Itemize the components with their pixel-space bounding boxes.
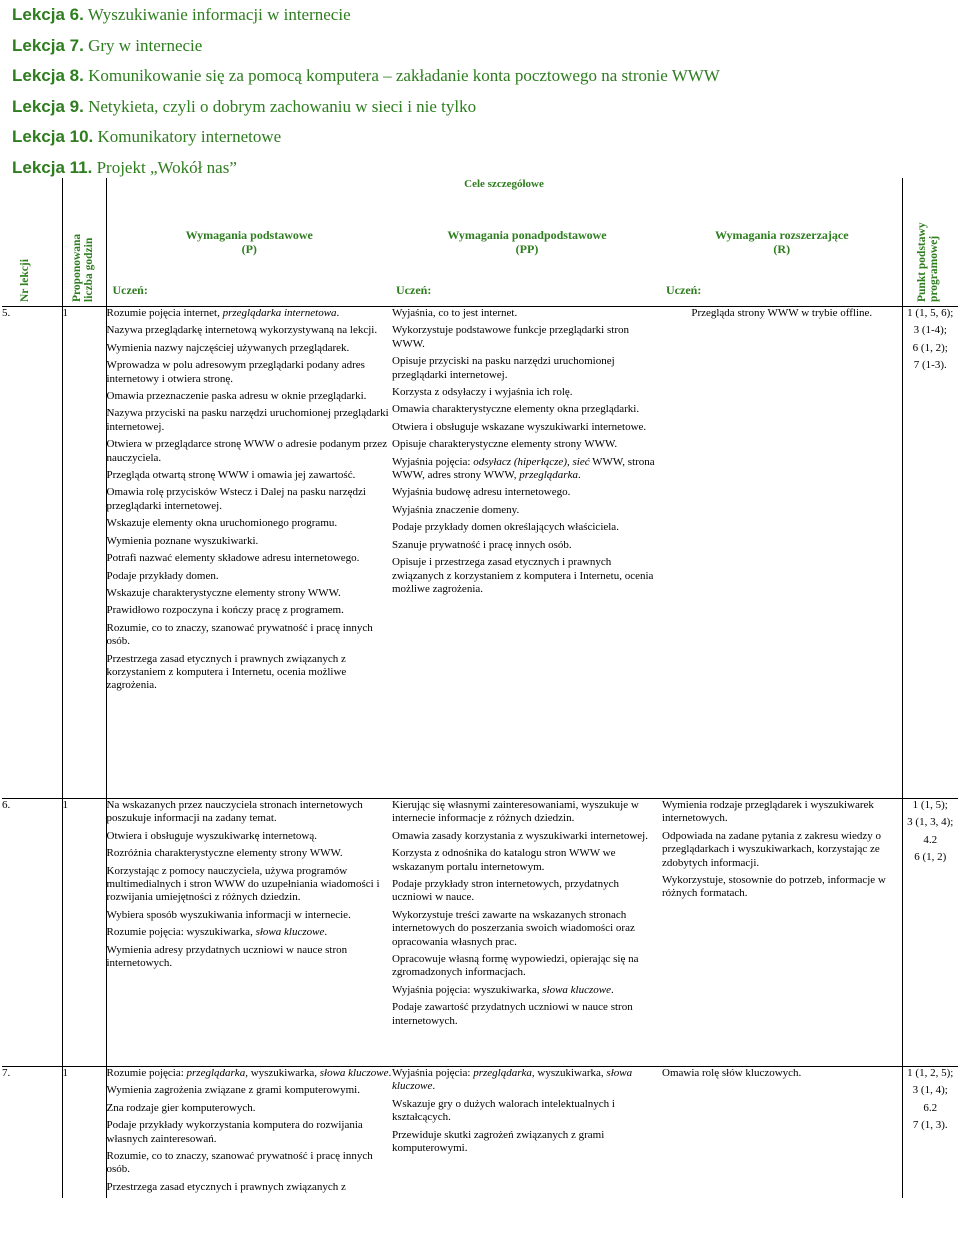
list-item: 3 (1-4); (913, 324, 947, 337)
header-above-code: (PP) (515, 242, 539, 256)
row-basic (106, 799, 392, 1067)
list-item: Wykorzystuje podstawowe funkcje przeglądarki stron WWW. (392, 324, 629, 350)
list-item: Opisuje charakterystyczne elementy strony WWW. (392, 438, 618, 451)
list-item: Podaje przykłady wykorzystania komputera do rozwijania własnych zainteresowań. (106, 1119, 363, 1145)
list-item: 6 (1, 2); (912, 341, 948, 354)
list-item: Przegląda otwartą stronę WWW i omawia jej zawartość. (106, 469, 356, 482)
lesson-label: Lekcja 6. (12, 5, 84, 24)
header-goals: Cele szczegółowe (464, 178, 544, 190)
student-label: Uczeń: (666, 283, 702, 297)
lesson-heading (12, 61, 952, 92)
header-student-basic (106, 284, 392, 307)
lesson-label: Lekcja 10. (12, 127, 94, 146)
list-item: Na wskazanych przez nauczyciela stronach internetowych poszukuje informacji na zadany temat. (106, 799, 363, 825)
lesson-heading (12, 122, 952, 153)
header-curriculum (902, 178, 958, 307)
list-item: Rozumie pojęcia: wyszukiwarka, słowa kluczowe. (106, 926, 328, 939)
list-item: 6.2 (923, 1101, 938, 1114)
row-hours: 1 (62, 799, 106, 1067)
table-row (2, 1067, 958, 1199)
list-item: Podaje przykłady domen. (106, 569, 219, 582)
list-item: 7 (1, 3). (912, 1119, 948, 1132)
list-item: Wyjaśnia pojęcia: przeglądarka, wyszukiwarka, słowa kluczowe. (392, 1067, 633, 1093)
row-nr: 7. (2, 1067, 62, 1199)
list-item: 4.2 (923, 833, 938, 846)
list-item: Potrafi nazwać elementy składowe adresu internetowego. (106, 552, 360, 565)
header-nr-label: Nr lekcji (18, 259, 31, 302)
list-item: Wymienia nazwy najczęściej używanych przeglądarek. (106, 341, 350, 354)
lesson-heading (12, 31, 952, 62)
header-above (392, 204, 662, 284)
row-extended (662, 307, 902, 799)
list-item: Kierując się własnymi zainteresowaniami, wyszukuje w internecie informacje z różnych dziedzin. (392, 799, 639, 825)
list-item: Omawia przeznaczenie paska adresu w oknie przeglądarki. (106, 390, 367, 403)
row-nr: 6. (2, 799, 62, 1067)
list-item: Wyjaśnia, co to jest internet. (392, 307, 518, 319)
lesson-heading (12, 0, 952, 31)
lesson-title: Komunikowanie się za pomocą komputera – zakładanie konta pocztowego na stronie WWW (88, 66, 720, 85)
list-item: Rozumie, co to znaczy, szanować prywatność i pracę innych osób. (106, 621, 373, 648)
list-item: Rozumie pojęcia internet, przeglądarka internetowa. (106, 307, 340, 319)
list-item: Wyjaśnia pojęcia: wyszukiwarka, słowa kluczowe. (392, 983, 614, 996)
table-row (2, 307, 958, 799)
lesson-title: Wyszukiwanie informacji w internecie (87, 5, 351, 24)
lesson-label: Lekcja 11. (12, 157, 93, 177)
lesson-label: Lekcja 8. (12, 66, 84, 85)
row-above (392, 799, 662, 1067)
list-item: Wybiera sposób wyszukiwania informacji w internecie. (106, 908, 351, 921)
header-student-extended (662, 284, 902, 307)
row-hours: 1 (62, 307, 106, 799)
lesson-title: Gry w internecie (88, 35, 203, 55)
list-item: 3 (1, 3, 4); (907, 816, 954, 829)
list-item: Wymienia zagrożenia związane z grami komputerowymi. (106, 1084, 360, 1097)
list-item: Omawia zasady korzystania z wyszukiwarki internetowej. (392, 829, 648, 842)
list-item: Wykorzystuje treści zawarte na wskazanych stronach internetowych do poszerzania swoich wiadomości oraz opracowania własnych prac. (392, 908, 635, 948)
list-item: Opisuje przyciski na pasku narzędzi uruchomionej przeglądarki internetowej. (392, 355, 615, 381)
row-basic (106, 307, 392, 799)
list-item: Wskazuje gry o dużych walorach intelektualnych i kształcących. (392, 1097, 615, 1124)
list-item: Nazywa przeglądarkę internetową wykorzystywaną na lekcji. (106, 324, 378, 337)
list-item: Wskazuje elementy okna uruchomionego programu. (106, 517, 338, 530)
list-item: Wprowadza w polu adresowym przeglądarki podany adres internetowy i otwiera stronę. (106, 359, 365, 385)
lesson-list (12, 0, 952, 183)
list-item: Rozumie, co to znaczy, szanować prywatność i pracę innych osób. (106, 1150, 373, 1176)
lesson-title: Netykieta, czyli o dobrym zachowaniu w sieci i nie tylko (88, 96, 477, 116)
list-item: 6 (1, 2) (914, 851, 947, 864)
list-item: Podaje przykłady stron internetowych, przydatnych uczniowi w nauce. (392, 878, 619, 904)
list-item: Korzystając z pomocy nauczyciela, używa programów multimedialnych i stron WWW do uzupełniania wiadomości i rozwijania umiejętności z różnych dziedzin. (106, 864, 380, 904)
list-item: Otwiera i obsługuje wyszukiwarkę internetową. (106, 829, 317, 842)
list-item: Rozumie pojęcia: przeglądarka, wyszukiwarka, słowa kluczowe. (106, 1067, 392, 1079)
lesson-title: Komunikatory internetowe (97, 127, 282, 146)
header-basic-title: Wymagania podstawowe (185, 228, 313, 242)
list-item: Omawia rolę przycisków Wstecz i Dalej na pasku narzędzi przeglądarki internetowej. (106, 486, 366, 512)
list-item: Prawidłowo rozpoczyna i kończy pracę z programem. (106, 604, 344, 617)
list-item: Podaje przykłady domen określających właściciela. (392, 521, 619, 534)
list-item: Otwiera w przeglądarce stronę WWW o adresie podanym przez nauczyciela. (106, 438, 388, 464)
header-hours-label: Proponowana liczba godzin (71, 233, 95, 302)
list-item: Otwiera i obsługuje wskazane wyszukiwarki internetowe. (392, 420, 647, 433)
row-nr: 5. (2, 307, 62, 799)
lesson-label: Lekcja 7. (12, 35, 84, 55)
list-item: 3 (1, 4); (912, 1084, 948, 1097)
list-item: Omawia charakterystyczne elementy okna przeglądarki. (392, 403, 640, 416)
list-item: Wyjaśnia znaczenie domeny. (392, 503, 520, 516)
list-item: Wyjaśnia pojęcia: odsyłacz (hiperłącze), sieć WWW, strona WWW, adres strony WWW, przeglądarka. (392, 455, 655, 482)
list-item: Szanuje prywatność i pracę innych osób. (392, 538, 572, 551)
list-item: Opisuje i przestrzega zasad etycznych i prawnych związanych z korzystaniem z komputera i Internetu, ocenia możliwe zagrożenia. (392, 556, 654, 595)
row-curriculum (902, 1067, 958, 1199)
lesson-title: Projekt „Wokół nas” (96, 157, 237, 177)
list-item: Wymienia poznane wyszukiwarki. (106, 534, 259, 547)
header-above-title: Wymagania ponadpodstawowe (447, 228, 607, 242)
list-item: Wymienia rodzaje przeglądarek i wyszukiwarek internetowych. (662, 799, 874, 825)
row-above (392, 307, 662, 799)
header-hours (62, 178, 106, 307)
list-item: Przewiduje skutki zagrożeń związanych z grami komputerowymi. (392, 1128, 605, 1155)
list-item: Rozróżnia charakterystyczne elementy strony WWW. (106, 847, 343, 860)
list-item: 1 (1, 5, 6); (907, 307, 954, 319)
list-item: 7 (1-3). (913, 359, 947, 372)
list-item: Zna rodzaje gier komputerowych. (106, 1101, 256, 1114)
student-label: Uczeń: (112, 283, 148, 297)
list-item: Korzysta z odsyłaczy i wyjaśnia ich rolę. (392, 386, 573, 399)
requirements-table (2, 178, 958, 1198)
list-item: Przegląda strony WWW w trybie offline. (691, 307, 873, 319)
header-extended-code: (R) (773, 242, 791, 256)
row-curriculum (902, 799, 958, 1067)
header-extended (662, 204, 902, 284)
list-item: Wymienia adresy przydatnych uczniowi w nauce stron internetowych. (106, 943, 348, 970)
list-item: 1 (1, 5); (912, 799, 948, 811)
list-item: Przestrzega zasad etycznych i prawnych związanych z (106, 1180, 346, 1193)
list-item: Podaje zawartość przydatnych uczniowi w nauce stron internetowych. (392, 1001, 633, 1027)
row-hours: 1 (62, 1067, 106, 1199)
header-extended-title: Wymagania rozszerzające (714, 228, 849, 242)
header-basic (106, 204, 392, 284)
table-row (2, 799, 958, 1067)
lesson-heading (12, 92, 952, 123)
list-item: Wykorzystuje, stosownie do potrzeb, informacje w różnych formatach. (662, 874, 886, 900)
list-item: Wyjaśnia budowę adresu internetowego. (392, 486, 571, 499)
list-item: Omawia rolę słów kluczowych. (662, 1067, 802, 1079)
list-item: Korzysta z odnośnika do katalogu stron WWW we wskazanym portalu internetowym. (392, 847, 616, 873)
header-nr (2, 178, 62, 307)
row-curriculum (902, 307, 958, 799)
list-item: Wskazuje charakterystyczne elementy strony WWW. (106, 586, 341, 599)
list-item: Przestrzega zasad etycznych i prawnych związanych z korzystaniem z komputera i Internetu, ocenia możliwe zagrożenia. (106, 652, 347, 692)
student-label: Uczeń: (396, 283, 432, 297)
header-curriculum-label: Punkt podstawy programowej (916, 222, 941, 302)
row-extended (662, 1067, 902, 1199)
list-item: 1 (1, 2, 5); (907, 1067, 954, 1079)
lesson-label: Lekcja 9. (12, 96, 84, 116)
list-item: Odpowiada na zadane pytania z zakresu wiedzy o przeglądarkach i wyszukiwarkach, korzystając ze zdobytych informacji. (662, 829, 881, 869)
row-basic (106, 1067, 392, 1199)
list-item: Opracowuje własną formę wypowiedzi, opierając się na zgromadzonych informacjach. (392, 953, 639, 979)
header-basic-code: (P) (241, 242, 257, 256)
row-above (392, 1067, 662, 1199)
header-student-above (392, 284, 662, 307)
row-extended (662, 799, 902, 1067)
list-item: Nazywa przyciski na pasku narzędzi uruchomionej przeglądarki internetowej. (106, 407, 389, 433)
